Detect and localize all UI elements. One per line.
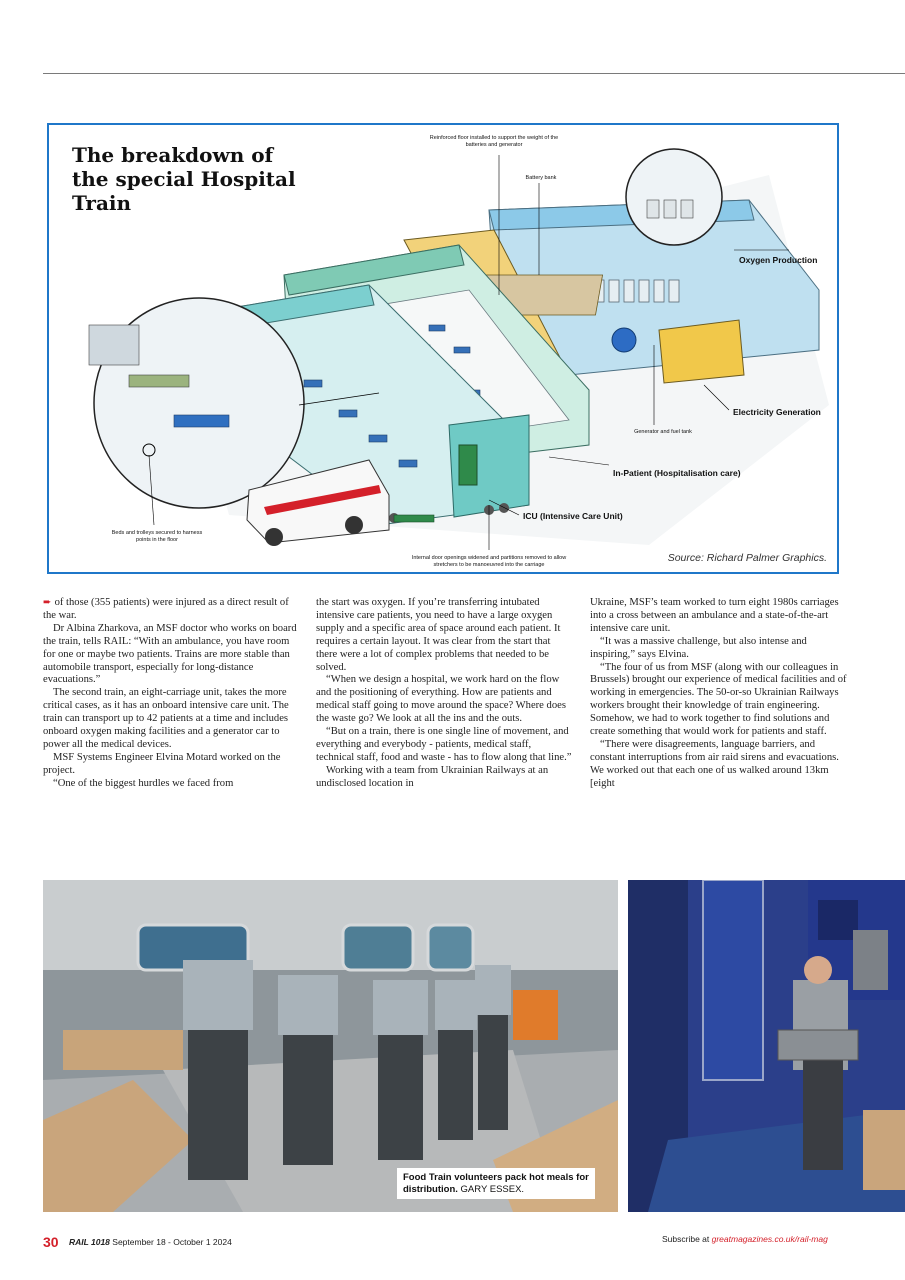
- paragraph: the start was oxygen. If you’re transferring intubated intensive care patients, you need to have a large oxygen supply and a specific area of space around each patient. It requires a certain layout. It was clear from the start that there were a lot of complex problems that needed to be solved.: [316, 597, 561, 673]
- continued-arrow-icon: ➨: [43, 597, 55, 608]
- man-carrying-tray-photo: [628, 880, 905, 1212]
- food-train-volunteers-photo: [43, 880, 618, 1212]
- top-rule: [43, 73, 905, 74]
- footer-right: [662, 1234, 828, 1244]
- paragraph: “It was a massive challenge, but also intense and inspiring,” says Elvina.: [590, 635, 807, 660]
- paragraph: Ukraine, MSF’s team worked to turn eight 1980s carriages into a cross between an ambulance and a state-of-the-art intensive care unit.: [590, 597, 839, 634]
- label-in-patient: In-Patient (Hospitalisation care): [613, 468, 741, 478]
- label-oxygen-production: Oxygen Production: [739, 255, 818, 265]
- article-column-1: [43, 597, 299, 791]
- paragraph: ➨ of those (355 patients) were injured as a direct result of the war.: [43, 597, 289, 621]
- hospital-train-infographic: [47, 123, 839, 574]
- label-reinforced-floor: Reinforced floor installed to support the weight of the batteries and generator: [429, 135, 559, 148]
- paragraph: “When we design a hospital, we work hard on the flow and the positioning of everything. How are patients and medical staff going to move around the space? Where does the waste go? We look at all the ins and the outs.: [316, 674, 566, 725]
- infographic-title: The breakdown of the special Hospital Train: [72, 143, 296, 215]
- photo-credit: GARY ESSEX.: [460, 1183, 525, 1195]
- magazine-issue: RAIL 1018: [68, 1237, 110, 1247]
- paragraph: “But on a train, there is one single line of movement, and everything and everybody - patients, medical staff, technical staff, food and waste - has to flow along that line.”: [316, 726, 572, 763]
- infographic-source: Source: Richard Palmer Graphics.: [667, 552, 827, 564]
- paragraph: Working with a team from Ukrainian Railways at an undisclosed location in: [316, 764, 549, 789]
- label-internal-doors: Internal door openings widened and partitions removed to allow stretchers to be manoeuvred into the carriage: [411, 555, 567, 568]
- label-beds-trolleys: Beds and trolleys secured to harness points in the floor: [111, 530, 203, 543]
- label-battery-bank: Battery bank: [525, 175, 557, 181]
- label-electricity-generation: Electricity Generation: [733, 407, 821, 417]
- paragraph: “There were disagreements, language barriers, and constant interruptions from air raid sirens and evacuations. We worked out that each one of us walked around 13km [eight: [590, 738, 839, 789]
- subscribe-link[interactable]: greatmagazines.co.uk/rail-mag: [711, 1234, 828, 1244]
- article-column-3: [590, 597, 852, 791]
- label-generator-fuel-tank: Generator and fuel tank: [634, 429, 692, 435]
- paragraph: MSF Systems Engineer Elvina Motard worked on the project.: [43, 751, 281, 776]
- footer-left: [43, 1234, 232, 1250]
- oxygen-detail-zoom: [626, 149, 722, 245]
- label-icu: ICU (Intensive Care Unit): [523, 511, 623, 521]
- issue-dates: September 18 - October 1 2024: [112, 1237, 232, 1247]
- page-number: 30: [43, 1234, 59, 1250]
- subscribe-text: Subscribe at: [662, 1234, 710, 1244]
- paragraph: “The four of us from MSF (along with our colleagues in Brussels) brought our experience of medical facilities and of working in emergencies. The 50-or-so Ukrainian Railways workers brought their knowledge of train engineering. Somehow, we had to work together to find solutions and create something that would work for patients and staff.: [590, 661, 847, 738]
- photo-caption-text: Food Train volunteers pack hot meals for distribution.: [403, 1172, 589, 1195]
- paragraph: Dr Albina Zharkova, an MSF doctor who works on board the train, tells RAIL: “With an ambulance, you have room for one or maybe two patients. Trains are more stable than automobile transport, especially for long-distance evacuations.”: [43, 622, 297, 686]
- photo-caption: [397, 1168, 595, 1199]
- paragraph: “One of the biggest hurdles we faced from: [53, 777, 234, 789]
- paragraph: The second train, an eight-carriage unit, takes the more critical cases, as it has an onboard intensive care unit. The train can transport up to 42 patients at a time and includes onboard oxygen making facilities and a generator car to power all the medical devices.: [43, 687, 289, 750]
- article-column-2: [316, 597, 572, 791]
